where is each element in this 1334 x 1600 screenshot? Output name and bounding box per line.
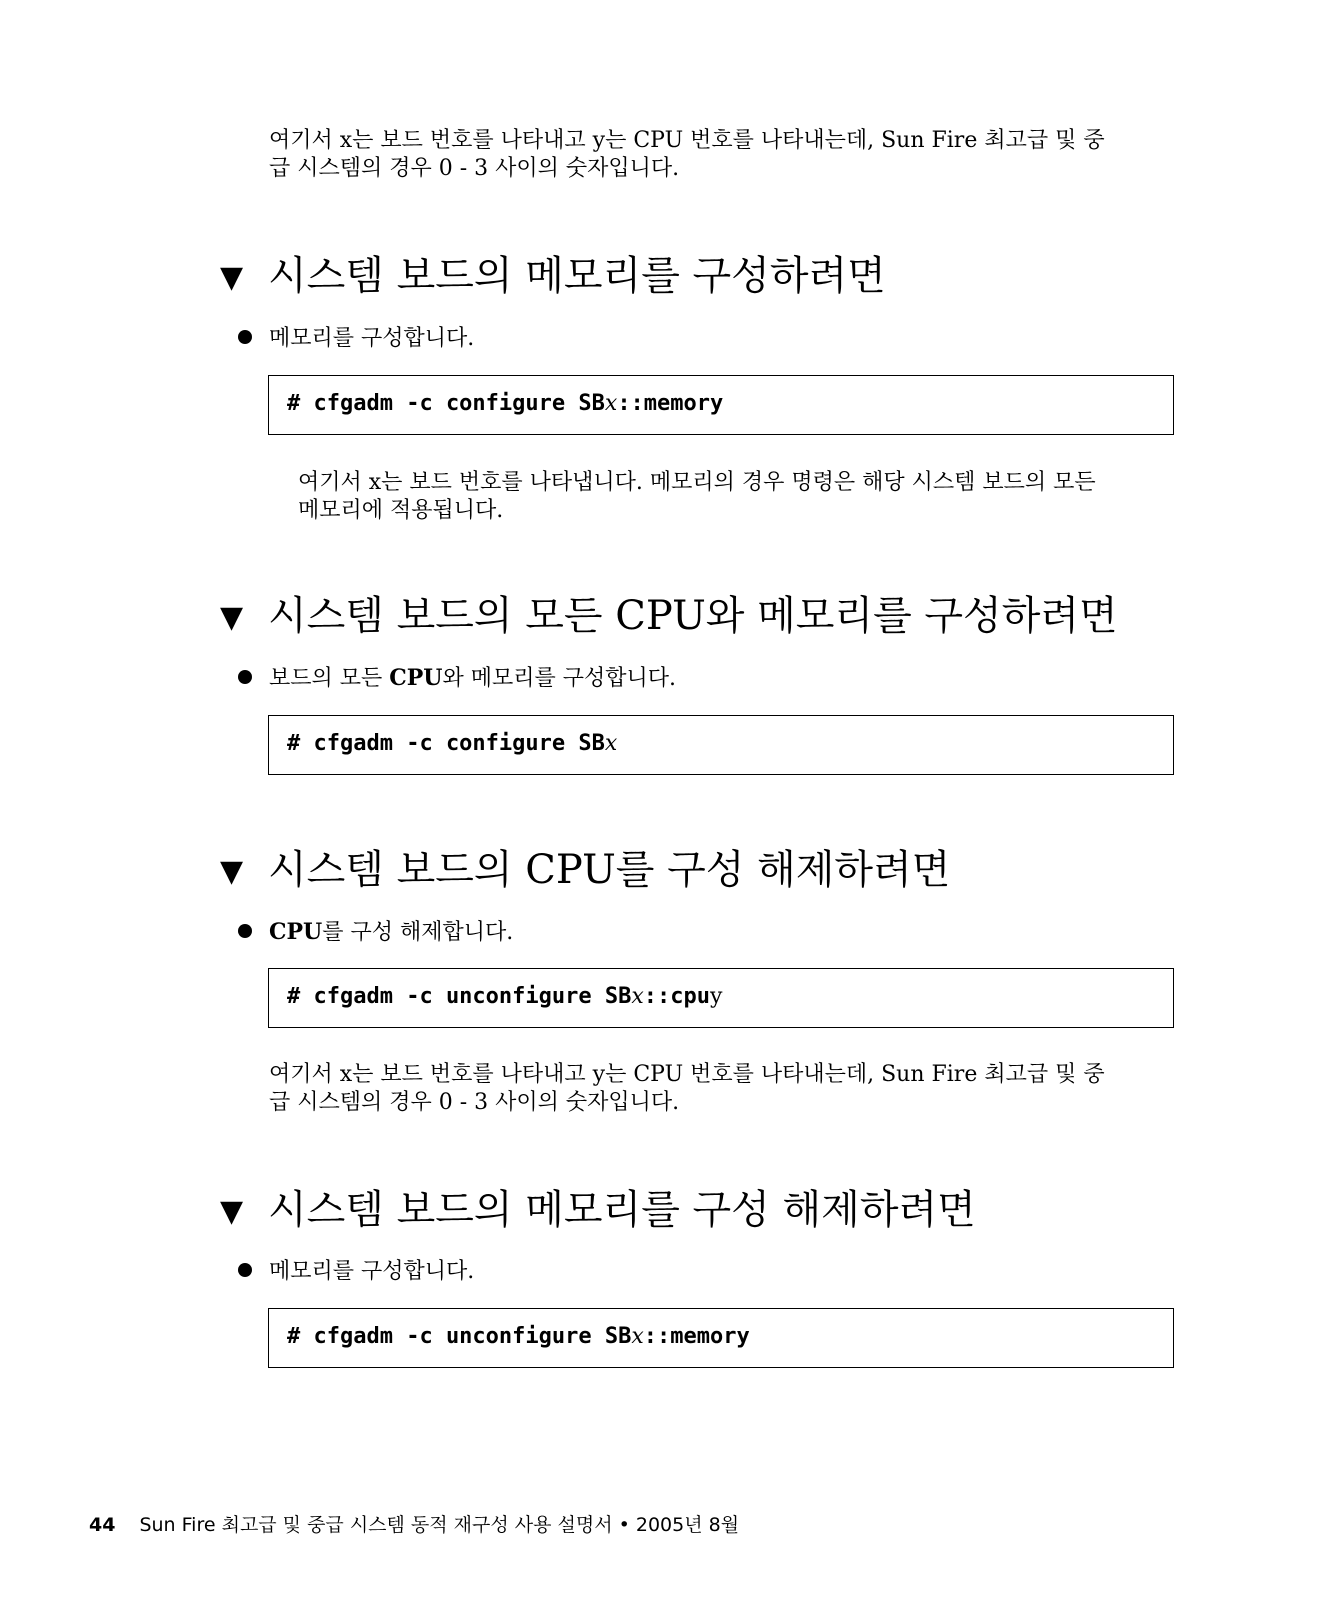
note-paragraph <box>298 469 1168 525</box>
step-bullet <box>238 1257 474 1287</box>
intro-line-2: 급 시스템의 경우 0 - 3 사이의 숫자입니다. <box>269 156 680 181</box>
section-heading-configure-cpu-memory <box>220 591 1118 643</box>
note-paragraph <box>269 1061 1169 1117</box>
bullet-icon <box>238 924 252 938</box>
heading-text: 시스템 보드의 모든 CPU와 메모리를 구성하려면 <box>268 593 1118 639</box>
section-heading-unconfigure-memory <box>220 1185 976 1237</box>
step-text: 메모리를 구성합니다. <box>269 326 475 351</box>
command-box <box>268 968 1174 1028</box>
step-bullet: 보드의 모든 CPU와 메모리를 구성합니다. <box>238 663 676 694</box>
triangle-down-icon: ▼ <box>220 260 244 295</box>
note-line-2: 메모리에 적용됩니다. <box>298 498 504 523</box>
command-box <box>268 375 1174 435</box>
note-line-1: 여기서 x는 보드 번호를 나타내고 y는 CPU 번호를 나타내는데, Sun Fire 최고급 및 중 <box>269 1062 1105 1087</box>
bullet-icon <box>238 1263 252 1277</box>
step-bullet: CPU를 구성 해제합니다. <box>238 917 513 948</box>
heading-text: 시스템 보드의 메모리를 구성하려면 <box>268 253 886 299</box>
command-text: # cfgadm -c unconfigure SBx::cpuy <box>287 984 723 1009</box>
command-text: # cfgadm -c unconfigure SBx::memory <box>287 1324 750 1349</box>
command-box <box>268 715 1174 775</box>
command-text: # cfgadm -c configure SBx <box>287 731 618 756</box>
intro-paragraph <box>269 127 1169 183</box>
page-number: 44 <box>89 1514 116 1536</box>
bullet-icon <box>238 330 252 344</box>
bullet-icon <box>238 670 252 684</box>
heading-text: 시스템 보드의 메모리를 구성 해제하려면 <box>268 1187 976 1233</box>
triangle-down-icon: ▼ <box>220 854 244 889</box>
note-line-1: 여기서 x는 보드 번호를 나타냅니다. 메모리의 경우 명령은 해당 시스템 보드의 모든 <box>298 470 1096 495</box>
step-bullet <box>238 324 474 354</box>
command-text: # cfgadm -c configure SBx::memory <box>287 391 724 416</box>
note-line-2: 급 시스템의 경우 0 - 3 사이의 숫자입니다. <box>269 1090 680 1115</box>
section-heading-unconfigure-cpu <box>220 845 950 897</box>
command-box <box>268 1308 1174 1368</box>
triangle-down-icon: ▼ <box>220 1194 244 1229</box>
section-heading-configure-memory <box>220 251 886 303</box>
footer-title: Sun Fire 최고급 및 중급 시스템 동적 재구성 사용 설명서 • 2005년 8월 <box>139 1514 740 1536</box>
triangle-down-icon: ▼ <box>220 600 244 635</box>
intro-line-1: 여기서 x는 보드 번호를 나타내고 y는 CPU 번호를 나타내는데, Sun Fire 최고급 및 중 <box>269 128 1105 153</box>
page-footer <box>89 1512 739 1538</box>
step-text: 메모리를 구성합니다. <box>269 1259 475 1284</box>
heading-text: 시스템 보드의 CPU를 구성 해제하려면 <box>268 847 951 893</box>
